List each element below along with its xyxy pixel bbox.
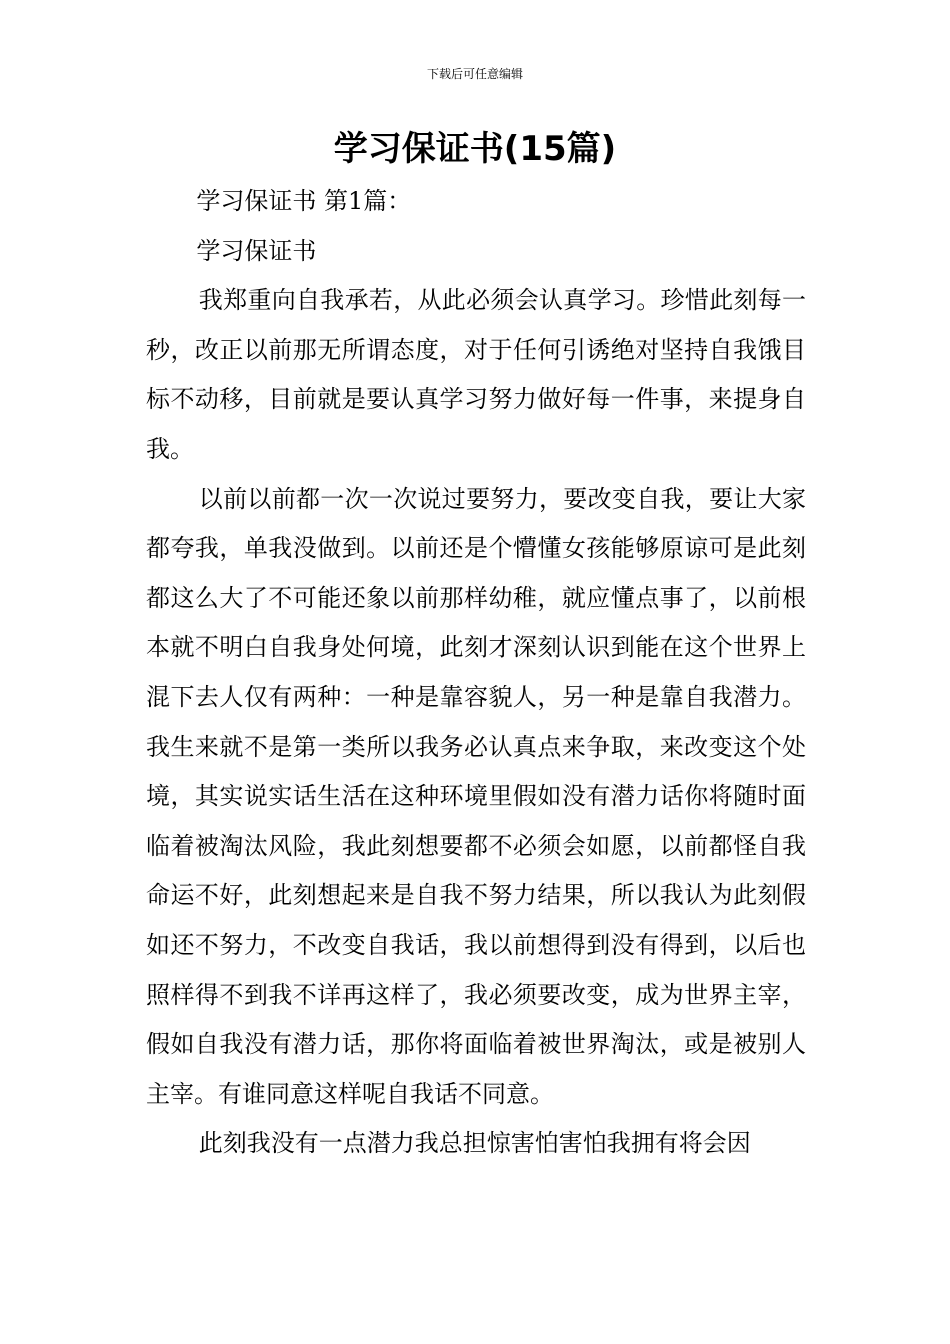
document-body xyxy=(146,177,806,1169)
body-paragraph: 此刻我没有一点潜力我总担惊害怕害怕我拥有将会因 xyxy=(198,1129,751,1158)
page-header-note: 下载后可任意编辑 xyxy=(426,67,523,81)
document-title: 学习保证书(15篇) xyxy=(333,129,617,169)
body-paragraph: 我郑重向自我承若，从此必须会认真学习。珍惜此刻每一秒，改正以前那无所谓态度，对于任何引诱绝对坚持自我饿目标不动移，目前就是要认真学习努力做好每一件事，来提身自我。 xyxy=(146,286,806,463)
section-label: 学习保证书 第1篇： xyxy=(196,187,412,215)
section-subtitle: 学习保证书 xyxy=(196,236,317,265)
body-paragraph: 以前以前都一次一次说过要努力，要改变自我，要让大家都夸我，单我没做到。以前还是个懵懂女孩能够原谅可是此刻都这么大了不可能还象以前那样幼稚，就应懂点事了，以前根本就不明白自我身处何境，此刻才深刻认识到能在这个世界上混下去人仅有两种：一种是靠容貌人，另一种是靠自我潜力。我生来就不是第一类所以我务必认真点来争取，来改变这个处境，其实说实话生活在这种环境里假如没有潜力话你将随时面临着被淘汰风险，我此刻想要都不必须会如愿，以前都怪自我命运不好，此刻想起来是自我不努力结果，所以我认为此刻假如还不努力，不改变自我话，我以前想得到没有得到，以后也照样得不到我不详再这样了，我必须要改变，成为世界主宰，假如自我没有潜力话，那你将面临着被世界淘汰，或是被别人主宰。有谁同意这样呢自我话不同意。 xyxy=(146,484,806,1108)
